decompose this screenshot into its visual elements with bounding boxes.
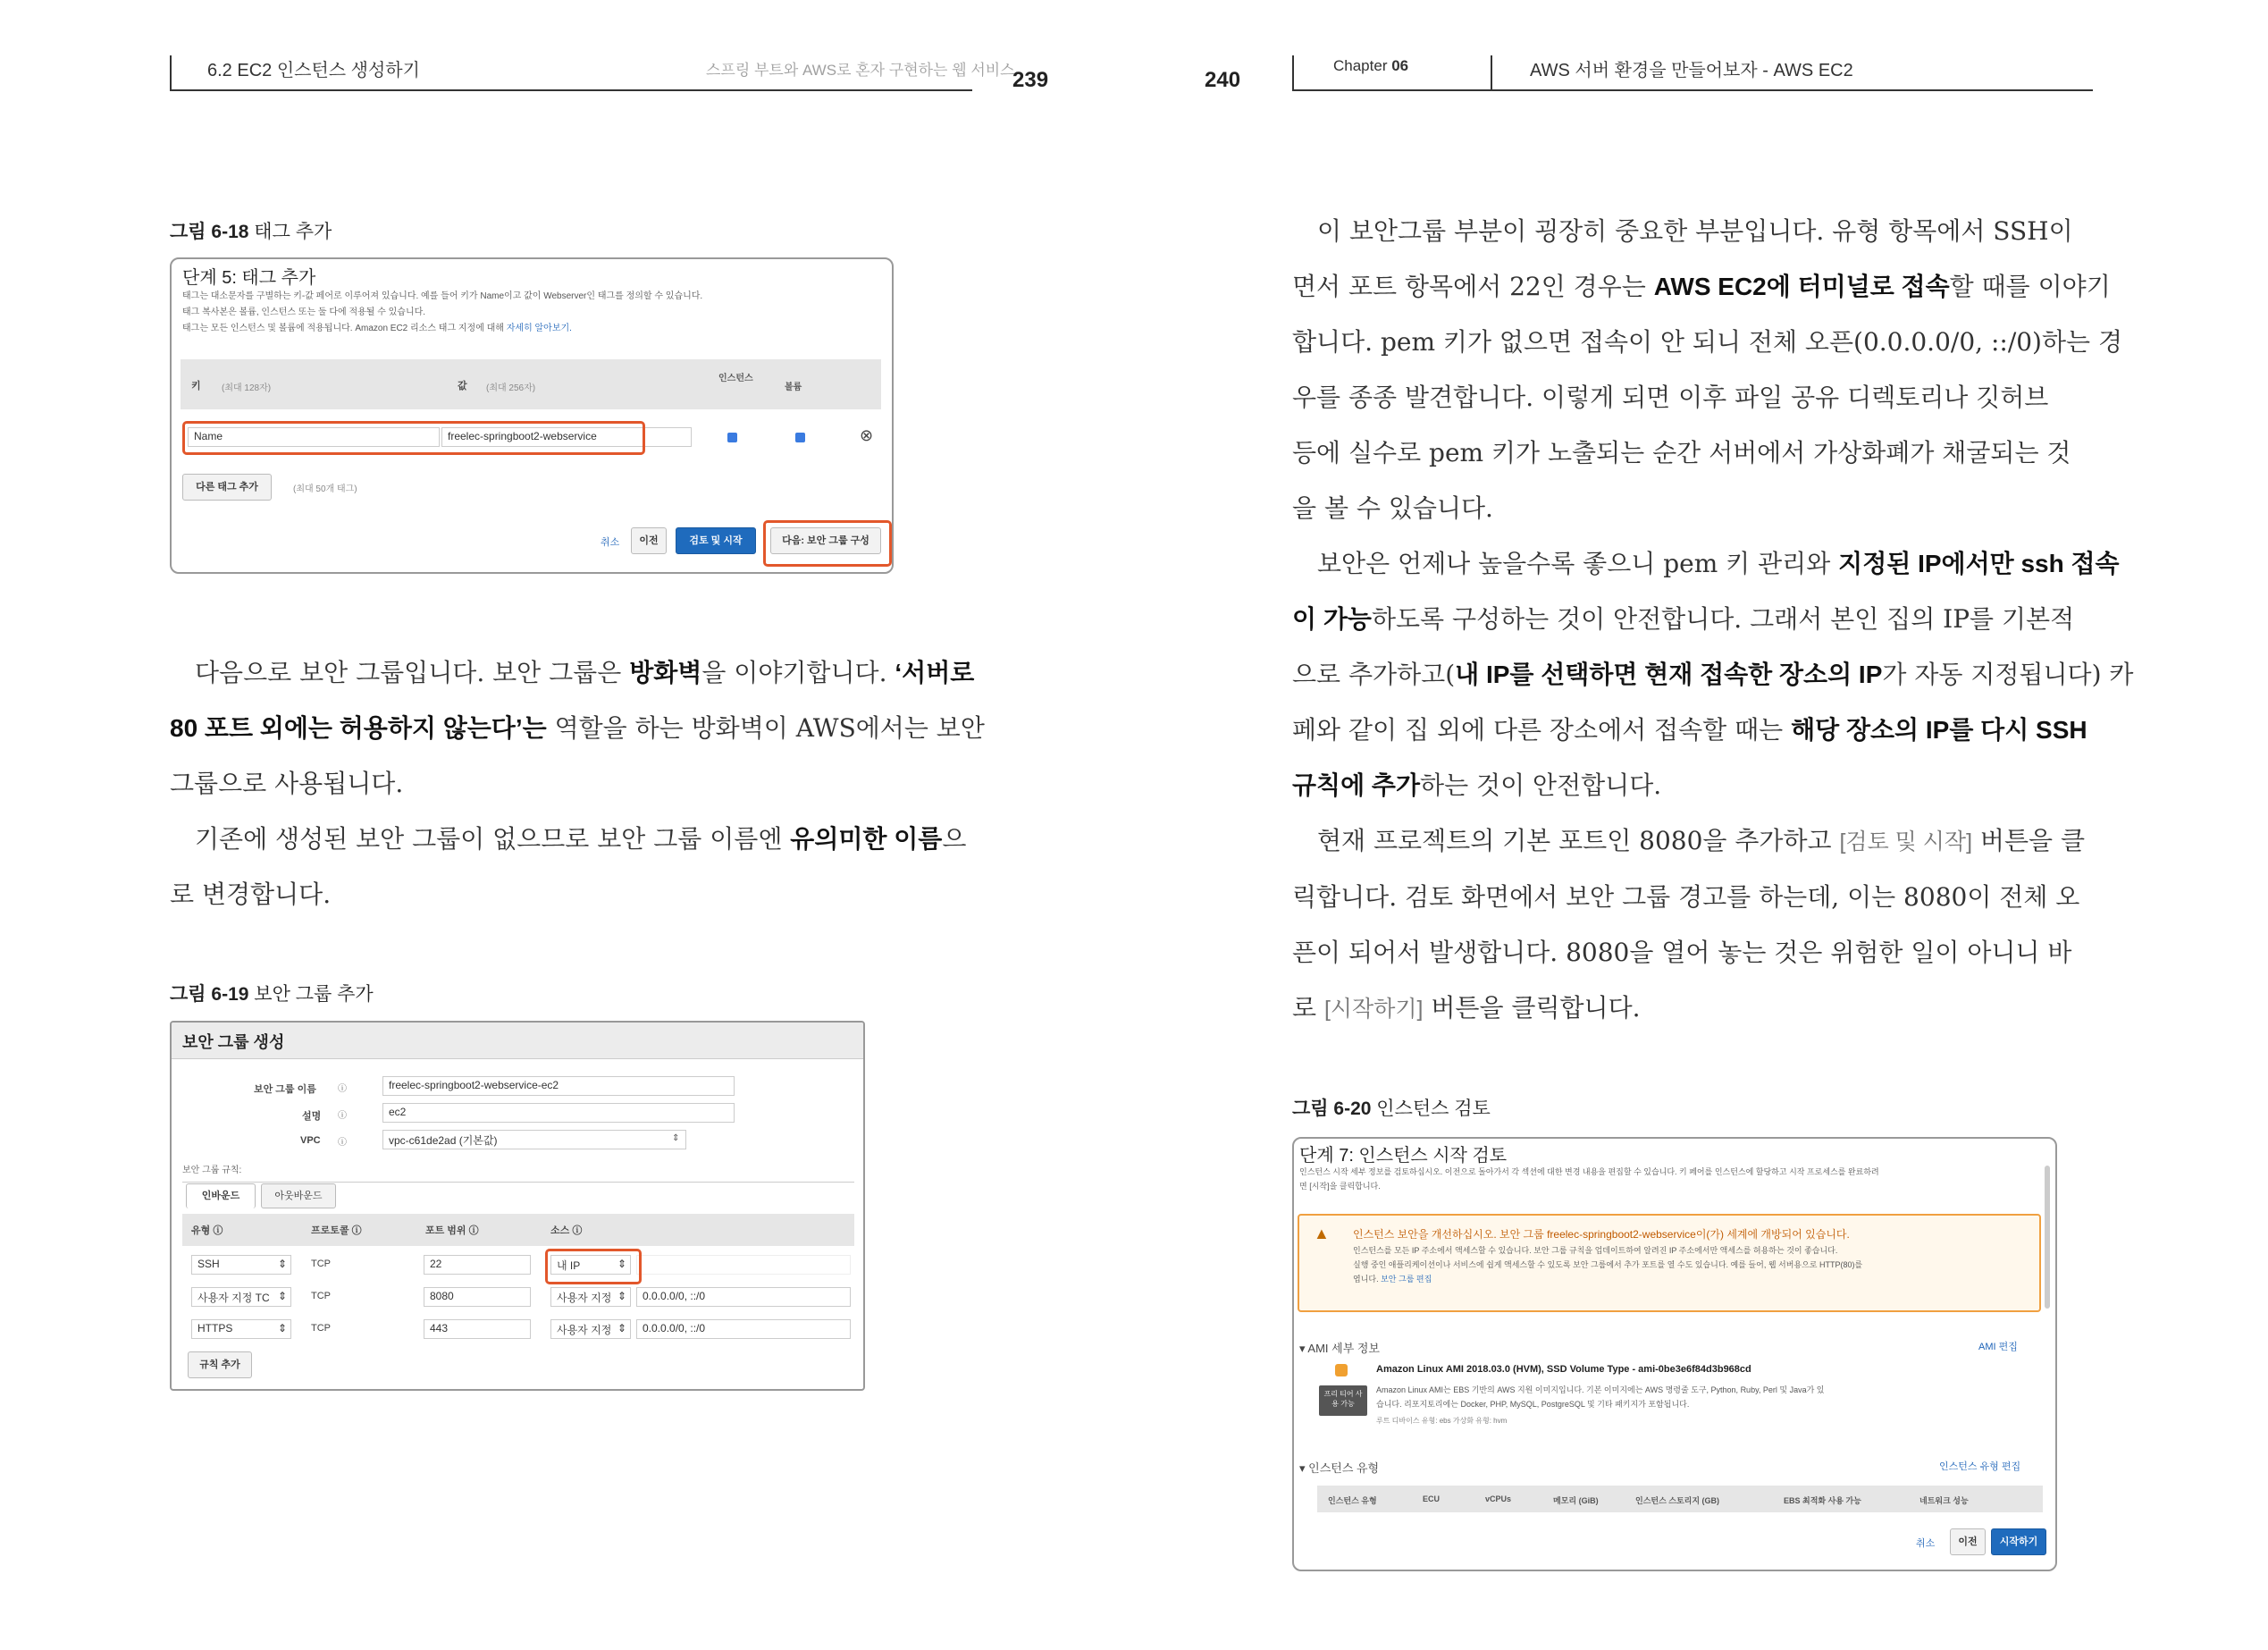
step-title: 단계 7: 인스턴스 시작 검토	[1299, 1146, 1508, 1166]
page-number-right: 240	[1205, 68, 1241, 92]
running-header-book-title: 스프링 부트와 AWS로 혼자 구현하는 웹 서비스	[706, 62, 1015, 79]
header-rule-left	[170, 89, 972, 91]
header-divider	[1491, 55, 1492, 91]
tab-outbound[interactable]: 아웃바운드	[261, 1183, 336, 1208]
body-paragraph: 현재 프로젝트의 기본 포트인 8080을 추가하고 [검토 및 시작] 버튼을 클 릭합니다. 검토 화면에서 보안 그룹 경고를 하는데, 이는 8080이 전체 오 픈이 되어서 발생합니다. 8080을 열어 놓는 것은 위험한 일이 아니니 바 로 [시작하기] 버튼을 클릭합니다.	[1292, 826, 2086, 1023]
figure-caption: 그림 6-19 보안 그룹 추가	[170, 984, 374, 1005]
rule-port-input[interactable]: 443	[424, 1319, 531, 1339]
running-header-right: AWS 서버 환경을 만들어보자 - AWS EC2	[1530, 61, 1853, 80]
body-paragraph: 이 보안그룹 부분이 굉장히 중요한 부분입니다. 유형 항목에서 SSH이 면서 포트 항목에서 22인 경우는 AWS EC2에 터미널로 접속할 때를 이야기 합니다. pem 키가 없으면 접속이 안 되니 전체 오픈(0.0.0.0/0, ::/0)하는 경 우를 종종 발견합니다. 이렇게 되면 이후 파일 공유 디렉토리나 깃허브 등에 실수로 pem 키가 노출되는 순간 서버에서 가상화폐가 채굴되는 것 을 볼 수 있습니다.	[1292, 216, 2123, 523]
instance-type-edit-link[interactable]: 인스턴스 유형 편집	[1939, 1461, 2021, 1472]
description-input[interactable]: ec2	[382, 1103, 735, 1123]
tab-inbound[interactable]: 인바운드	[186, 1183, 256, 1208]
column-ecu: ECU	[1423, 1494, 1441, 1503]
info-icon[interactable]: ⓘ	[338, 1111, 347, 1121]
tag-description: 태그 복사본은 볼륨, 인스턴스 또는 둘 다에 적용될 수 있습니다.	[182, 307, 426, 317]
rule-cidr-input[interactable]	[636, 1255, 851, 1275]
column-source: 소스 ⓘ	[550, 1225, 583, 1236]
instance-type-section-header[interactable]: ▾ 인스턴스 유형	[1299, 1461, 1380, 1475]
launch-button[interactable]: 시작하기	[1991, 1528, 2046, 1555]
figure-caption: 그림 6-18 태그 추가	[170, 222, 332, 242]
tag-description: 태그는 모든 인스턴스 및 볼륨에 적용됩니다. Amazon EC2 리소스 태그 지정에 대해 자세히 알아보기.	[182, 324, 572, 333]
ami-meta: 루트 디바이스 유형: ebs 가상화 유형: hvm	[1376, 1417, 1508, 1425]
highlight-box	[763, 520, 892, 567]
ami-section-header[interactable]: ▾ AMI 세부 정보	[1299, 1342, 1380, 1355]
select-arrows-icon: ⇕	[672, 1133, 680, 1143]
add-rule-button[interactable]: 규칙 추가	[188, 1351, 252, 1378]
rule-source-select[interactable]: 내 IP ⇕	[550, 1255, 631, 1275]
ami-edit-link[interactable]: AMI 편집	[1978, 1342, 2018, 1352]
column-key-hint: (최대 128자)	[222, 383, 272, 393]
ami-cube-icon	[1335, 1364, 1348, 1376]
running-header-left: 6.2 EC2 인스턴스 생성하기	[207, 61, 420, 80]
review-and-launch-button[interactable]: 검토 및 시작	[676, 527, 756, 554]
tag-value-input[interactable]: freelec-springboot2-webservice	[441, 427, 692, 447]
ami-description: Amazon Linux AMI는 EBS 기반의 AWS 지원 이미지입니다. 기본 이미지에는 AWS 명령줄 도구, Python, Ruby, Perl 및 Java가 있	[1376, 1385, 1825, 1394]
label-security-group-name: 보안 그룹 이름	[254, 1084, 316, 1095]
ami-name: Amazon Linux AMI 2018.03.0 (HVM), SSD Volume Type - ami-0be3e6f84d3b968cd	[1376, 1364, 1751, 1375]
add-tag-button[interactable]: 다른 태그 추가	[182, 474, 272, 501]
rule-port-input[interactable]: 8080	[424, 1287, 531, 1307]
launch-review-screenshot	[1292, 1137, 2057, 1571]
review-description: 면 [시작]을 클릭합니다.	[1299, 1182, 1381, 1191]
security-group-name-input[interactable]: freelec-springboot2-webservice-ec2	[382, 1076, 735, 1096]
rule-port-input[interactable]: 22	[424, 1255, 531, 1275]
tag-key-input[interactable]: Name	[188, 427, 440, 447]
label-vpc: VPC	[300, 1135, 321, 1146]
step-title: 단계 5: 태그 추가	[182, 268, 316, 288]
scrollbar[interactable]	[2045, 1166, 2050, 1309]
vpc-select[interactable]: vpc-c61de2ad (기본값)	[382, 1130, 686, 1149]
column-port-range: 포트 범위 ⓘ	[425, 1225, 479, 1236]
rule-type-select[interactable]: HTTPS ⇕	[191, 1319, 291, 1339]
column-instance-type: 인스턴스 유형	[1328, 1496, 1377, 1505]
column-key: 키	[191, 381, 201, 391]
column-vcpus: vCPUs	[1485, 1494, 1512, 1503]
rule-protocol: TCP	[311, 1259, 331, 1269]
tag-description: 태그는 대소문자를 구별하는 키-값 페어로 이루어져 있습니다. 예를 들어 키가 Name이고 값이 Webserver인 태그를 정의할 수 있습니다.	[182, 291, 703, 301]
security-group-screenshot	[170, 1021, 865, 1391]
header-rule-right	[1292, 89, 2093, 91]
warning-text: 인스턴스를 모든 IP 주소에서 액세스할 수 있습니다. 보안 그룹 규칙을 업데이트하여 알려진 IP 주소에서만 액세스를 허용하는 것이 좋습니다.	[1353, 1246, 1838, 1255]
next-security-group-button[interactable]: 다음: 보안 그룹 구성	[770, 527, 881, 554]
info-icon[interactable]: ⓘ	[338, 1138, 347, 1148]
column-network-performance: 네트워크 성능	[1919, 1496, 1969, 1505]
review-description: 인스턴스 시작 세부 정보를 검토하십시오. 이전으로 돌아가서 각 섹션에 대한 변경 내용을 편집할 수 있습니다. 키 페어를 인스턴스에 할당하고 시작 프로세스를 완료하려	[1299, 1167, 1879, 1176]
figure-caption: 그림 6-20 인스턴스 검토	[1292, 1099, 1491, 1119]
chapter-label: Chapter 06	[1333, 57, 1409, 74]
body-paragraph: 보안은 언제나 높을수록 좋으니 pem 키 관리와 지정된 IP에서만 ssh 접속 이 가능하도록 구성하는 것이 안전합니다. 그래서 본인 집의 IP를 기본적 으로 추가하고(내 IP를 선택하면 현재 접속한 장소의 IP가 자동 지정됩니다) 카 페와 같이 집 외에 다른 장소에서 접속할 때는 해당 장소의 IP를 다시 SSH 규칙에 추가하는 것이 안전합니다.	[1292, 549, 2134, 800]
column-value: 값	[458, 381, 467, 391]
rule-type-select[interactable]: 사용자 지정 TC ⇕	[191, 1287, 291, 1307]
cancel-link[interactable]: 취소	[601, 537, 620, 548]
instance-checkbox[interactable]	[727, 433, 737, 442]
info-icon[interactable]: ⓘ	[338, 1084, 347, 1094]
tag-step-screenshot	[170, 257, 894, 574]
previous-button[interactable]: 이전	[1950, 1528, 1986, 1555]
volume-checkbox[interactable]	[795, 433, 805, 442]
rule-cidr-input[interactable]: 0.0.0.0/0, ::/0	[636, 1319, 851, 1339]
free-tier-badge: 프리 티어 사 용 가능	[1319, 1385, 1367, 1416]
column-instance-storage: 인스턴스 스토리지 (GB)	[1635, 1496, 1720, 1505]
column-instance: 인스턴스	[718, 374, 753, 383]
edit-security-group-link[interactable]: 보안 그룹 편집	[1381, 1275, 1432, 1284]
warning-icon: ▲	[1314, 1225, 1330, 1242]
rule-protocol: TCP	[311, 1323, 331, 1334]
add-tag-hint: (최대 50개 태그)	[293, 484, 357, 494]
header-rule-right-vertical	[1292, 55, 1294, 91]
column-ebs-optimized: EBS 최적화 사용 가능	[1784, 1496, 1861, 1505]
column-memory: 메모리 (GiB)	[1553, 1496, 1599, 1505]
panel-title: 보안 그룹 생성	[182, 1033, 285, 1051]
rule-protocol: TCP	[311, 1291, 331, 1301]
rule-cidr-input[interactable]: 0.0.0.0/0, ::/0	[636, 1287, 851, 1307]
rules-table-header	[182, 1214, 854, 1246]
column-type: 유형 ⓘ	[191, 1225, 223, 1236]
rule-source-select[interactable]: 사용자 지정 ⇕	[550, 1287, 631, 1307]
warning-text: 실행 중인 애플리케이션이나 서비스에 쉽게 액세스할 수 있도록 보안 그룹에서 추가 포트를 열 수도 있습니다. 예를 들어, 웹 서버용으로 HTTP(80)를	[1353, 1260, 1863, 1269]
highlight-box	[182, 421, 645, 455]
column-volume: 볼륨	[785, 383, 802, 392]
header-rule-left-vertical	[170, 55, 172, 91]
learn-more-link[interactable]: 자세히 알아보기.	[506, 324, 572, 333]
label-description: 설명	[302, 1111, 322, 1122]
page-number-left: 239	[1012, 68, 1049, 92]
column-protocol: 프로토콜 ⓘ	[311, 1225, 362, 1236]
ami-description: 습니다. 리포지토리에는 Docker, PHP, MySQL, PostgreSQL 및 기타 패키지가 포함됩니다.	[1376, 1400, 1690, 1409]
body-paragraph: 기존에 생성된 보안 그룹이 없으므로 보안 그룹 이름엔 유의미한 이름으 로 변경합니다.	[170, 824, 967, 909]
previous-button[interactable]: 이전	[631, 527, 667, 554]
highlight-box	[545, 1249, 642, 1284]
remove-tag-icon[interactable]: ⊗	[860, 426, 874, 444]
rules-label: 보안 그룹 규칙:	[182, 1166, 242, 1175]
column-value-hint: (최대 256자)	[486, 383, 536, 393]
cancel-link[interactable]: 취소	[1916, 1538, 1936, 1549]
rule-source-select[interactable]: 사용자 지정 ⇕	[550, 1319, 631, 1339]
warning-text: 엽니다. 보안 그룹 편집	[1353, 1275, 1432, 1284]
body-paragraph: 다음으로 보안 그룹입니다. 보안 그룹은 방화벽을 이야기합니다. ‘서버로 80 포트 외에는 허용하지 않는다’는 역할을 하는 방화벽이 AWS에서는 보안 그룹으로 사용됩니다.	[170, 658, 985, 798]
warning-title: 인스턴스 보안을 개선하십시오. 보안 그룹 freelec-springboot2-webservice이(가) 세계에 개방되어 있습니다.	[1353, 1228, 1850, 1241]
rule-type-select[interactable]: SSH ⇕	[191, 1255, 291, 1275]
